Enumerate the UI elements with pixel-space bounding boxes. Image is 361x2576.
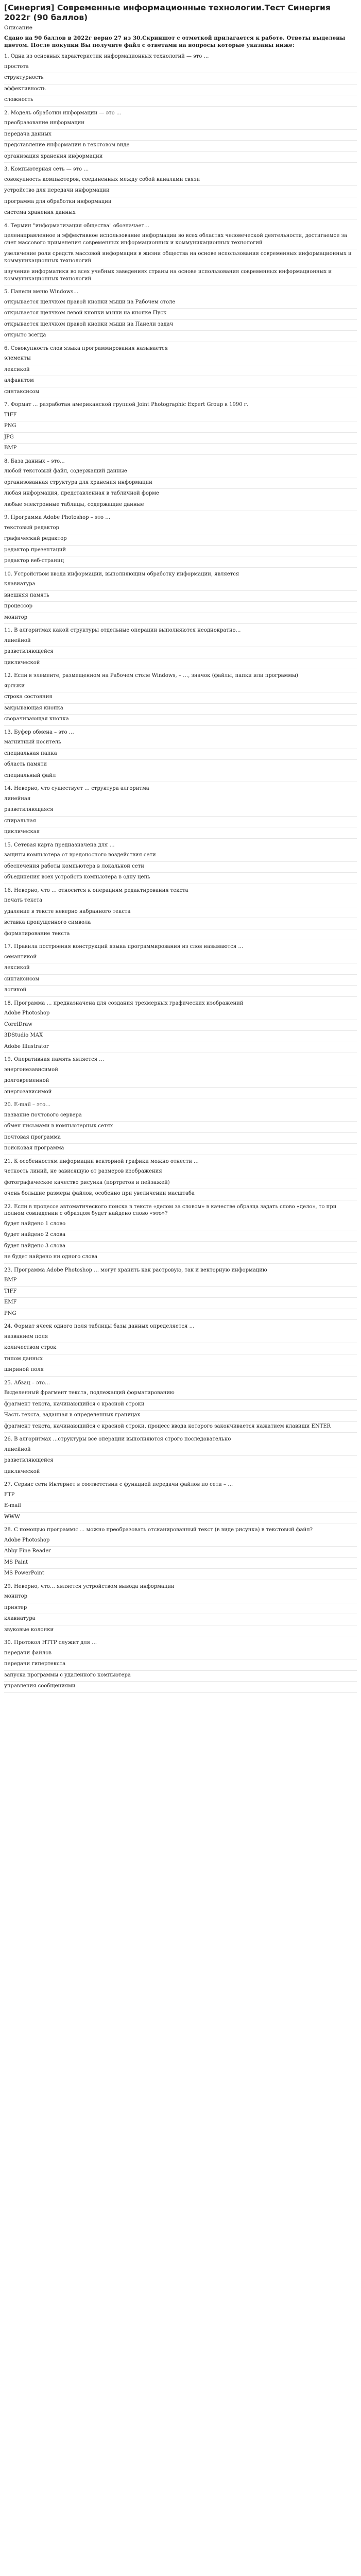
- answer-option: специальный файл: [4, 771, 357, 783]
- question-block: [4, 672, 357, 726]
- question-text: 26. В алгоритмах …структуры все операции выполняются строго последовательно: [4, 1436, 231, 1442]
- answer-option: разветвляющейся: [4, 647, 357, 658]
- answer-option: преобразование информации: [4, 118, 357, 130]
- answer-options: [4, 1065, 357, 1099]
- question-block: [4, 729, 357, 783]
- question-text: 29. Неверно, что… является устройством вывода информации: [4, 1583, 175, 1589]
- answer-option: синтаксисом: [4, 975, 357, 986]
- answer-options: [4, 62, 357, 107]
- question-block: [4, 1380, 357, 1433]
- question-text: 10. Устройством ввода информации, выполняющим обработку информации, является: [4, 571, 239, 577]
- answer-option: будет найдено 3 слова: [4, 1242, 357, 1253]
- answer-option: запуска программы с удаленного компьютера: [4, 1671, 357, 1682]
- answer-options: [4, 1219, 357, 1264]
- answer-option: целенаправленное и эффективное использование информации во всех областях человеческой деятельности, достигаемое за счет массового применения современных информационных и коммуникационных технологий: [4, 231, 357, 249]
- answer-option: PNG: [4, 421, 357, 433]
- answer-option: простота: [4, 62, 357, 74]
- answer-options: [4, 1536, 357, 1580]
- answer-option: любой текстовый файл, содержащий данные: [4, 467, 357, 478]
- answer-options: [4, 1649, 357, 1693]
- answer-option: увеличение роли средств массовой информации в жизни общества на основе использования современных информационных и коммуникационных технологий: [4, 249, 357, 267]
- question-block: [4, 53, 357, 107]
- answer-option: линейной: [4, 1445, 357, 1456]
- answer-option: энергонезависимой: [4, 1065, 357, 1077]
- answer-options: [4, 794, 357, 839]
- question-text: 15. Сетевая карта предназначена для …: [4, 842, 115, 848]
- answer-option: элементы: [4, 354, 357, 365]
- question-text: 9. Программа Adobe Photoshop – это …: [4, 515, 111, 520]
- answer-option: E-mail: [4, 1501, 357, 1513]
- answer-option: сворачивающая кнопка: [4, 715, 357, 726]
- answer-option: открыто всегда: [4, 331, 357, 342]
- answer-options: [4, 1490, 357, 1524]
- answer-option: поисковая программа: [4, 1144, 357, 1155]
- question-text: 7. Формат ... разработан американской группой Joint Photographic Expert Group в 1990 г.: [4, 402, 249, 408]
- question-block: [4, 1639, 357, 1693]
- question-block: [4, 785, 357, 839]
- answer-options: [4, 1009, 357, 1053]
- answer-option: магнитный носитель: [4, 738, 357, 749]
- answer-option: EMF: [4, 1298, 357, 1309]
- answer-option: вставка пропущенного символа: [4, 918, 357, 929]
- question-block: [4, 401, 357, 455]
- question-block: [4, 1204, 357, 1264]
- answer-option: любая информация, представленная в табличной форме: [4, 489, 357, 500]
- answer-option: передача данных: [4, 130, 357, 141]
- answer-option: Часть текста, заданная в определенных границах: [4, 1411, 357, 1422]
- question-text: 14. Неверно, что существует … структура алгоритма: [4, 786, 149, 791]
- answer-option: открывается щелчком правой кнопки мыши на Панели задач: [4, 320, 357, 331]
- answer-option: разветвляющаяся: [4, 805, 357, 817]
- answer-option: названием поля: [4, 1332, 357, 1344]
- question-text: 2. Модель обработки информации — это …: [4, 110, 122, 116]
- question-text: 3. Компьютерная сеть — это …: [4, 166, 89, 172]
- question-block: [4, 1481, 357, 1523]
- answer-option: WWW: [4, 1513, 357, 1524]
- answer-options: [4, 1445, 357, 1479]
- answer-options: [4, 118, 357, 163]
- question-text: 30. Протокол HTTP служит для …: [4, 1640, 97, 1646]
- answer-option: передачи файлов: [4, 1649, 357, 1660]
- question-block: [4, 1056, 357, 1098]
- answer-option: совокупность компьютеров, соединенных между собой каналами связи: [4, 175, 357, 187]
- answer-option: циклической: [4, 1467, 357, 1479]
- answer-option: программа для обработки информации: [4, 197, 357, 209]
- answer-option: PNG: [4, 1309, 357, 1320]
- answer-options: [4, 1276, 357, 1320]
- answer-option: система хранения данных: [4, 208, 357, 219]
- question-block: [4, 1527, 357, 1580]
- answer-option: специальная папка: [4, 749, 357, 760]
- answer-option: Adobe Illustrator: [4, 1042, 357, 1054]
- question-text: 16. Неверно, что … относится к операциям редактирования текста: [4, 887, 188, 893]
- answer-option: принтер: [4, 1603, 357, 1615]
- answer-option: сложность: [4, 95, 357, 107]
- answer-options: [4, 580, 357, 624]
- answer-options: [4, 1332, 357, 1377]
- question-block: [4, 166, 357, 219]
- answer-option: редактор презентаций: [4, 546, 357, 557]
- answer-option: разветвляющейся: [4, 1456, 357, 1467]
- answer-option: энергозависимой: [4, 1088, 357, 1099]
- answer-option: MS Paint: [4, 1558, 357, 1569]
- answer-options: [4, 953, 357, 997]
- answer-option: область памяти: [4, 760, 357, 771]
- answer-option: TIFF: [4, 1287, 357, 1298]
- answer-options: [4, 175, 357, 219]
- answer-option: алфавитом: [4, 376, 357, 387]
- answer-option: передачи гипертекста: [4, 1659, 357, 1671]
- answer-option: форматирование текста: [4, 929, 357, 941]
- question-block: [4, 514, 357, 568]
- question-text: 17. Правила построения конструкций языка программирования из слов называются …: [4, 944, 244, 950]
- question-text: 20. E-mail – это…: [4, 1102, 51, 1108]
- answer-option: Adobe Photoshop: [4, 1536, 357, 1547]
- question-block: [4, 289, 357, 342]
- answer-options: [4, 682, 357, 726]
- answer-option: лексикой: [4, 963, 357, 975]
- question-block: [4, 842, 357, 884]
- answer-options: [4, 1111, 357, 1155]
- answer-option: будет найдено 2 слова: [4, 1230, 357, 1242]
- section-label: Описание: [4, 25, 32, 31]
- answer-option: редактор веб-страниц: [4, 556, 357, 568]
- answer-options: [4, 1167, 357, 1200]
- answer-options: [4, 1592, 357, 1636]
- answer-option: строка состояния: [4, 692, 357, 704]
- answer-option: графический редактор: [4, 534, 357, 546]
- question-block: [4, 1000, 357, 1054]
- answer-option: внешняя память: [4, 591, 357, 602]
- answer-option: устройство для передачи информации: [4, 186, 357, 197]
- answer-options: [4, 523, 357, 568]
- answer-option: текстовый редактор: [4, 523, 357, 535]
- answer-option: Выделенный фрагмент текста, подлежащий форматированию: [4, 1388, 357, 1400]
- answer-options: [4, 231, 357, 285]
- question-text: 6. Совокупность слов языка программирования называется: [4, 345, 168, 351]
- answer-option: почтовая программа: [4, 1133, 357, 1144]
- question-block: [4, 571, 357, 624]
- answer-option: не будет найдено ни одного слова: [4, 1252, 357, 1264]
- answer-option: типом данных: [4, 1354, 357, 1366]
- answer-option: JPG: [4, 433, 357, 444]
- answer-option: организация хранения информации: [4, 152, 357, 163]
- answer-option: открывается щелчком левой кнопки мыши на кнопке Пуск: [4, 309, 357, 320]
- answer-option: объединения всех устройств компьютера в одну цепь: [4, 873, 357, 884]
- answer-option: печать текста: [4, 896, 357, 907]
- answer-option: Abby Fine Reader: [4, 1547, 357, 1558]
- answer-option: CorelDraw: [4, 1020, 357, 1031]
- answer-option: клавиатура: [4, 1614, 357, 1625]
- question-text: 24. Формат ячеек одного поля таблицы базы данных определяется …: [4, 1324, 195, 1329]
- answer-option: спиральная: [4, 817, 357, 828]
- question-text: 8. База данных – это...: [4, 458, 65, 464]
- answer-option: долговременной: [4, 1076, 357, 1088]
- answer-option: четкость линий, не зависящую от размеров изображения: [4, 1167, 357, 1178]
- answer-option: TIFF: [4, 411, 357, 422]
- question-text: 22. Если в процессе автоматического поиска в тексте «делом за словом» в качестве образца задать слово «дело», то при полном совпадении с образцом будет найдено слово «это»?: [4, 1204, 337, 1216]
- answer-option: структурность: [4, 73, 357, 84]
- question-block: [4, 1101, 357, 1155]
- answer-option: фрагмент текста, начинающийся с красной строки, процесс ввода которого закончивается нажатием клавиши ENTER: [4, 1422, 357, 1433]
- answer-option: фотографическое качество рисунка (портретов и пейзажей): [4, 1178, 357, 1190]
- answer-options: [4, 354, 357, 398]
- answer-option: ярлыки: [4, 682, 357, 693]
- answer-option: организованная структура для хранения информации: [4, 478, 357, 489]
- question-block: [4, 345, 357, 399]
- answer-option: любые электронные таблицы, содержащие данные: [4, 500, 357, 512]
- answer-option: эффективность: [4, 84, 357, 96]
- question-block: [4, 1583, 357, 1637]
- answer-option: представление информации в текстовом виде: [4, 141, 357, 152]
- question-text: 1. Одна из основных характеристик информационных технологий — это …: [4, 54, 209, 59]
- answer-options: [4, 467, 357, 511]
- answer-option: Adobe Photoshop: [4, 1009, 357, 1020]
- question-block: [4, 1436, 357, 1478]
- answer-options: [4, 411, 357, 455]
- answer-option: удаление в тексте неверно набранного текста: [4, 907, 357, 919]
- question-text: 12. Если в элементе, размещенном на Рабочем столе Windows, – …, значок (файлы, папки или программы): [4, 673, 298, 679]
- answer-option: управления сообщениями: [4, 1682, 357, 1693]
- answer-option: линейной: [4, 636, 357, 648]
- answer-option: звуковые колонки: [4, 1625, 357, 1637]
- page-title: [Синергия] Современные информационные технологии.Тест Синергия 2022г (90 баллов): [4, 3, 331, 22]
- answer-options: [4, 851, 357, 884]
- answer-option: циклическая: [4, 827, 357, 839]
- answer-option: BMP: [4, 1276, 357, 1287]
- answer-option: обмен письмами в компьютерных сетях: [4, 1122, 357, 1133]
- answer-option: открывается щелчком правой кнопки мыши на Рабочем столе: [4, 298, 357, 309]
- question-block: [4, 1267, 357, 1320]
- answer-option: изучение информатики во всех учебных заведениях страны на основе использования современных информационных и коммуникационных технологий: [4, 267, 357, 285]
- question-text: 27. Сервис сети Интернет в соответствии с функцией передачи файлов по сети – …: [4, 1482, 233, 1487]
- question-block: [4, 110, 357, 163]
- answer-options: [4, 298, 357, 342]
- answer-option: FTP: [4, 1490, 357, 1502]
- question-block: [4, 1323, 357, 1377]
- answer-option: будет найдено 1 слово: [4, 1219, 357, 1231]
- answer-option: шириной поля: [4, 1365, 357, 1377]
- question-text: 21. К особенностям информации векторной графики можно отнести …: [4, 1158, 199, 1164]
- question-text: 18. Программа … предназначена для создания трехмерных графических изображений: [4, 1000, 244, 1006]
- question-text: 28. С помощью программы … можно преобразовать отсканированный текст (в виде рисунка) в текстовый файл?: [4, 1527, 313, 1533]
- question-text: 13. Буфер обмена – это …: [4, 729, 74, 735]
- question-text: 11. В алгоритмах какой структуры отдельные операции выполняются неоднократно…: [4, 628, 241, 633]
- answer-option: лексикой: [4, 365, 357, 377]
- answer-option: название почтового сервера: [4, 1111, 357, 1122]
- answer-option: монитор: [4, 1592, 357, 1603]
- answer-option: 3DStudio MAX: [4, 1031, 357, 1042]
- answer-option: MS PowerPoint: [4, 1569, 357, 1580]
- answer-option: клавиатура: [4, 580, 357, 591]
- answer-option: защиты компьютера от вредоносного воздействия сети: [4, 851, 357, 862]
- question-block: [4, 458, 357, 512]
- answer-option: обеспечения работы компьютера в локальной сети: [4, 862, 357, 873]
- answer-option: семантикой: [4, 953, 357, 964]
- question-text: 19. Оперативная память является …: [4, 1057, 105, 1062]
- question-text: 23. Программа Adobe Photoshop … могут хранить как растровую, так и векторную информацию: [4, 1267, 267, 1273]
- answer-option: линейная: [4, 794, 357, 806]
- answer-option: монитор: [4, 613, 357, 624]
- answer-option: синтаксисом: [4, 387, 357, 399]
- question-block: [4, 887, 357, 941]
- question-text: 25. Абзац – это…: [4, 1380, 50, 1386]
- question-text: 5. Панели меню Windows…: [4, 289, 79, 295]
- answer-option: циклической: [4, 658, 357, 670]
- answer-option: фрагмент текста, начинающийся с красной строки: [4, 1400, 357, 1411]
- answer-options: [4, 896, 357, 940]
- answer-options: [4, 738, 357, 782]
- answer-option: логикой: [4, 986, 357, 997]
- answer-option: очень большие размеры файлов, особенно при увеличении масштаба: [4, 1189, 357, 1200]
- intro-text: Сдано на 90 баллов в 2022г верно 27 из 30.Скриншот с отметкой прилагается к работе. Ответы выделены цветом. После покупки Вы получите файл с ответами на вопросы которые указаны ниже:: [4, 35, 346, 48]
- answer-option: BMP: [4, 444, 357, 455]
- question-block: [4, 1158, 357, 1200]
- question-block: [4, 627, 357, 669]
- question-text: 4. Термин "информатизация общества" обозначает…: [4, 223, 150, 229]
- question-block: [4, 943, 357, 997]
- answer-option: процессор: [4, 602, 357, 613]
- answer-options: [4, 1388, 357, 1433]
- question-block: [4, 223, 357, 286]
- answer-option: количеством строк: [4, 1343, 357, 1354]
- answer-option: закрывающая кнопка: [4, 704, 357, 715]
- answer-options: [4, 636, 357, 670]
- question-list: [4, 53, 357, 1693]
